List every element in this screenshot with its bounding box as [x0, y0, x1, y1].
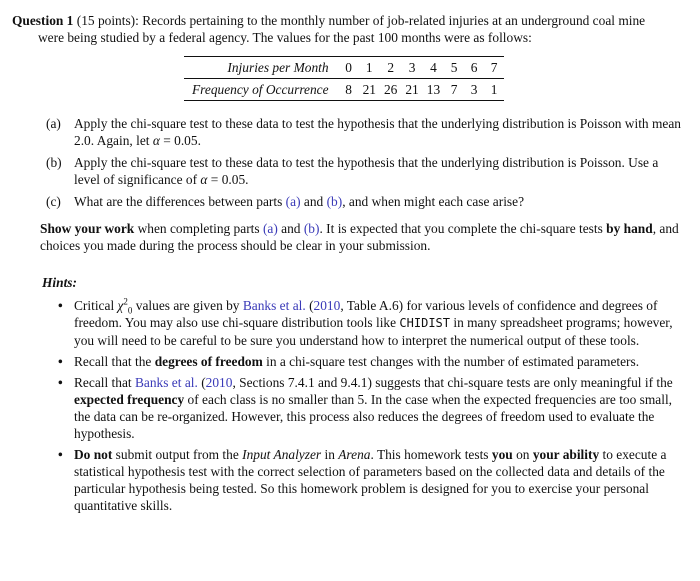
hint-text: in: [321, 447, 339, 462]
hints-list: [12, 297, 686, 514]
hint-text: to execute a statistical hypothesis test with the correct selection of parameters based on the collected data and details of the particular hypothesis being tested. So this homework problem is designed for you to exercise your personal quantitative skills.: [74, 447, 667, 513]
paragraph-text: when completing parts: [134, 221, 263, 236]
hint-text: in a chi-square test changes with the number of estimated parameters.: [262, 354, 640, 369]
math-value: = 0.05.: [159, 133, 201, 148]
math-alpha: α: [152, 133, 160, 148]
hints-heading: Hints:: [42, 275, 77, 290]
part-label: (c): [46, 194, 61, 209]
bold-text: expected frequency: [74, 392, 185, 407]
citation-author-link[interactable]: Banks et al.: [134, 375, 198, 390]
table-cell: 21: [359, 79, 380, 101]
table-cell: 4: [423, 57, 444, 79]
code-chidist: CHIDIST: [399, 316, 450, 330]
table-cell: 8: [339, 79, 359, 101]
paragraph-text: , and choices you made during the process should be clear in your submission.: [40, 221, 679, 253]
bullet-icon: •: [58, 447, 63, 462]
question-intro-text: : Records pertaining to the monthly number of job-related injuries at an underground coal mine: [135, 13, 646, 28]
table-cell: 1: [359, 57, 380, 79]
math-alpha: α: [200, 172, 208, 187]
hint-text: , Table A.6) for various levels of confidence and degrees of freedom. You may also use chi-square distribution tools like: [74, 298, 658, 330]
part-label: (b): [46, 155, 62, 170]
table-cell: 6: [464, 57, 484, 79]
part-text: What are the differences between parts: [74, 194, 286, 209]
citation-year-link[interactable]: 2010: [205, 375, 233, 390]
table-cell: 21: [401, 79, 422, 101]
table-cell: 3: [464, 79, 484, 101]
show-work-paragraph: [40, 220, 686, 254]
row-header-frequency: Frequency of Occurrence: [184, 79, 339, 101]
hint-text: (: [305, 298, 314, 313]
question-intro-line2: were being studied by a federal agency. The values for the past 100 months were as follows:: [38, 30, 532, 45]
hint-item: [12, 297, 686, 349]
part-a: [12, 115, 686, 149]
part-b-link[interactable]: (b): [303, 221, 320, 236]
part-text: Apply the chi-square test to these data to test the hypothesis that the underlying distribution is Poisson. Use a level of significance of: [74, 155, 659, 187]
hint-text: values are given by: [132, 298, 243, 313]
table-row-injuries: [184, 57, 504, 79]
bold-text: your ability: [532, 447, 600, 462]
hint-text: submit output from the: [112, 447, 243, 462]
table-cell: 5: [444, 57, 464, 79]
bold-text: by hand: [606, 221, 653, 236]
part-text: , and when might each case arise?: [342, 194, 525, 209]
question-parts: [12, 115, 686, 210]
math-value: = 0.05.: [207, 172, 249, 187]
table-cell: 13: [423, 79, 444, 101]
chi-superscript: 2: [123, 296, 128, 307]
table-cell: 2: [380, 57, 401, 79]
hint-text: in many spreadsheet programs; however, you will need to be careful to be sure you understand how to interpret the numerical output of these tools.: [74, 315, 673, 348]
question-label: Question 1: [12, 13, 74, 28]
bold-text: you: [491, 447, 513, 462]
question-intro: [12, 12, 686, 29]
hint-text: Recall that the: [74, 354, 155, 369]
bullet-icon: •: [58, 354, 63, 369]
hint-item: [12, 446, 686, 514]
table-cell: 3: [401, 57, 422, 79]
italic-text: Arena: [338, 447, 371, 462]
table-cell: 7: [444, 79, 464, 101]
part-a-link[interactable]: (a): [285, 194, 301, 209]
table-row-frequency: [184, 79, 504, 101]
part-label: (a): [46, 116, 61, 131]
hint-item: [12, 374, 686, 442]
table-cell: 0: [339, 57, 359, 79]
part-b: [12, 154, 686, 188]
part-text: and: [300, 194, 327, 209]
row-header-injuries: Injuries per Month: [184, 57, 339, 79]
hint-item: [12, 353, 686, 370]
part-c: [12, 193, 686, 210]
bullet-icon: •: [58, 375, 63, 390]
hint-text: of each class is no smaller than 5. In the case when the expected frequencies are too small, the data can be re-organized. However, this process also reduces the degrees of freedom used to evaluate the hypothesis.: [74, 392, 673, 441]
citation-author-link[interactable]: Banks et al.: [242, 298, 306, 313]
question-points: (15 points): [76, 13, 136, 28]
chi-subscript: 0: [127, 305, 133, 316]
hint-text: . This homework tests: [370, 447, 492, 462]
table-cell: 7: [484, 57, 504, 79]
hint-text: Recall that: [74, 375, 135, 390]
injury-data-table: [184, 56, 504, 101]
bullet-icon: •: [58, 298, 63, 313]
bold-text: Do not: [74, 447, 113, 462]
hint-text: on: [512, 447, 533, 462]
table-cell: 1: [484, 79, 504, 101]
table-cell: 26: [380, 79, 401, 101]
paragraph-text: and: [277, 221, 304, 236]
hint-text: , Sections 7.4.1 and 9.4.1) suggests that chi-square tests are only meaningful if the: [232, 375, 673, 390]
hint-text: Critical: [74, 298, 118, 313]
chi-symbol: χ: [117, 298, 124, 313]
paragraph-text: . It is expected that you complete the chi-square tests: [319, 221, 607, 236]
part-text: Apply the chi-square test to these data to test the hypothesis that the underlying distribution is Poisson with mean 2.0. Again, let: [74, 116, 681, 148]
part-a-link[interactable]: (a): [262, 221, 278, 236]
italic-text: Input Analyzer: [242, 447, 322, 462]
bold-text: Show your work: [40, 221, 135, 236]
bold-text: degrees of freedom: [154, 354, 263, 369]
hint-text: (: [197, 375, 206, 390]
part-b-link[interactable]: (b): [326, 194, 343, 209]
citation-year-link[interactable]: 2010: [313, 298, 341, 313]
